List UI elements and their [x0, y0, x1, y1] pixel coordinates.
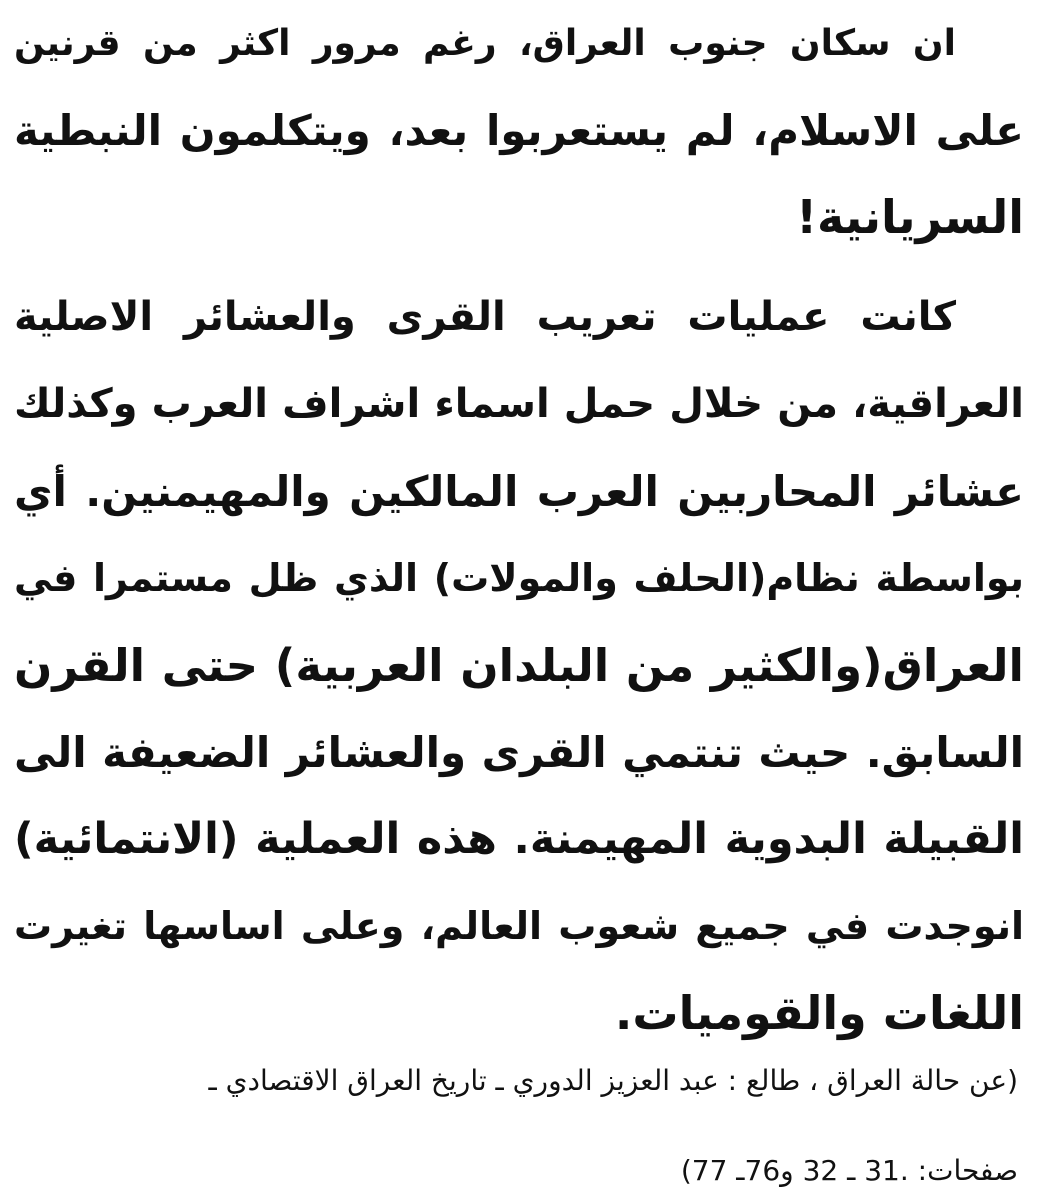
citation-pages: صفحات: .31 ـ 32 و76ـ 77) — [680, 1154, 1018, 1187]
paragraph-2 — [14, 274, 1024, 1057]
text-line: العراقية، من خلال حمل اسماء اشراف العرب وكذلك — [14, 381, 1024, 427]
text-line: كانت عمليات تعريب القرى والعشائر الاصلية — [14, 294, 956, 340]
citation-source: (عن حالة العراق ، طالع : عبد العزيز الدوري ـ تاريخ العراق الاقتصادي ـ — [208, 1064, 1018, 1097]
paragraph-1 — [14, 0, 1024, 261]
text-line: ان سكان جنوب العراق، رغم مرور اكثر من قرنين — [14, 23, 956, 64]
text-line: القبيلة البدوية المهيمنة. هذه العملية (الانتمائية) — [14, 814, 1024, 864]
text-line: السابق. حيث تنتمي القرى والعشائر الضعيفة الى — [14, 728, 1024, 777]
text-line: انوجدت في جميع شعوب العالم، وعلى اساسها تغيرت — [14, 904, 1024, 948]
text-line: عشائر المحاربين العرب المالكين والمهيمنين. أي — [14, 467, 1024, 516]
text-line: بواسطة نظام(الحلف والمولات) الذي ظل مستمرا في — [14, 556, 1024, 600]
text-line: اللغات والقوميات. — [614, 986, 1024, 1040]
text-line: السريانية! — [796, 190, 1024, 244]
text-line: العراق(والكثير من البلدان العربية) حتى القرن — [14, 639, 1024, 692]
text-line: على الاسلام، لم يستعربوا بعد، ويتكلمون النبطية — [14, 106, 1024, 155]
